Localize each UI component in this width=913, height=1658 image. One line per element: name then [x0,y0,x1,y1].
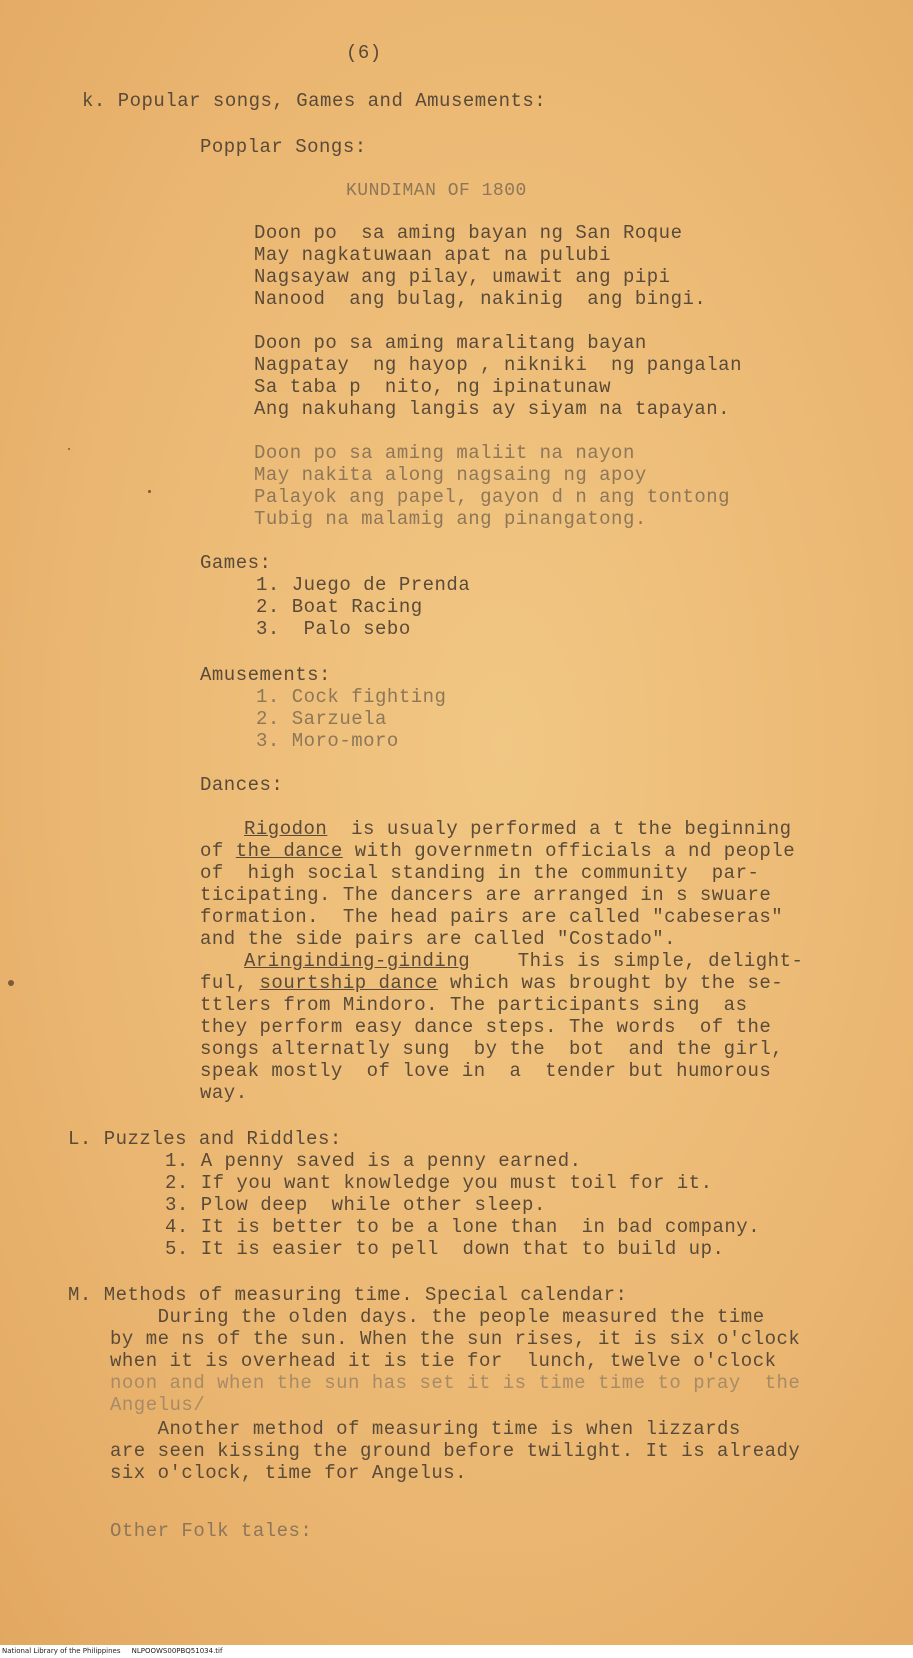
other-folk-tales-label: Other Folk tales: [110,1520,313,1542]
dances-text: ful, [200,972,260,994]
stanza-line: Nagsayaw ang pilay, umawit ang pipi [254,266,671,288]
stanza-line: Tubig na malamig ang pinangatong. [254,508,647,530]
section-m-line: noon and when the sun has set it is time time to pray the [110,1372,801,1394]
dances-line: and the side pairs are called "Costado". [200,928,677,950]
paper-speck [8,980,14,986]
stanza-line: Nagpatay ng hayop , nikniki ng pangalan [254,354,742,376]
stanza-line: Nanood ang bulag, nakinig ang bingi. [254,288,707,310]
amusements-item: 1. Cock fighting [256,686,447,708]
page-number: (6) [346,42,382,64]
section-m-line: Angelus/ [110,1394,206,1416]
stanza-line: May nagkatuwaan apat na pulubi [254,244,612,266]
stanza-line: Ang nakuhang langis ay siyam na tapayan. [254,398,731,420]
aringinding-word: Aringinding-ginding [244,950,471,972]
song-title: KUNDIMAN OF 1800 [346,181,527,201]
dances-line [244,818,792,840]
amusements-item: 2. Sarzuela [256,708,387,730]
games-item: 3. Palo sebo [256,618,411,640]
dances-text: This is simple, delight- [470,950,804,972]
dances-line: ttlers from Mindoro. The participants sing as [200,994,748,1016]
games-item: 1. Juego de Prenda [256,574,471,596]
section-l-heading: L. Puzzles and Riddles: [68,1128,342,1150]
stanza-line: Sa taba p nito, ng ipinatunaw [254,376,612,398]
riddle-item: 2. If you want knowledge you must toil for it. [165,1172,713,1194]
dances-line [200,840,795,862]
sourtship-word: sourtship dance [259,972,439,994]
section-m-line: six o'clock, time for Angelus. [110,1462,468,1484]
section-m-line: when it is overhead it is tie for lunch, twelve o'clock [110,1350,777,1372]
games-item: 2. Boat Racing [256,596,423,618]
rigodon-word: Rigodon [244,818,328,840]
section-m-line: Another method of measuring time is when lizzards [110,1418,741,1440]
paper-speck [148,490,151,493]
stanza-line: Doon po sa aming maralitang bayan [254,332,647,354]
games-label: Games: [200,552,272,574]
dances-line: songs alternatly sung by the bot and the girl, [200,1038,784,1060]
riddle-item: 5. It is easier to pell down that to build up. [165,1238,725,1260]
riddle-item: 3. Plow deep while other sleep. [165,1194,546,1216]
dances-line: way. [200,1082,248,1104]
dances-line: they perform easy dance steps. The words of the [200,1016,772,1038]
section-m-line: by me ns of the sun. When the sun rises, it is six o'clock [110,1328,801,1350]
paper-speck [68,448,70,450]
dances-text: with governmetn officials a nd people [342,840,796,862]
dances-line: of high social standing in the community par- [200,862,760,884]
dances-text: is usualy performed a t the beginning [327,818,792,840]
scan-footer: National Library of the Philippines NLPOOWS00PBQ51034.tif [0,1645,913,1658]
dances-label: Dances: [200,774,284,796]
dances-text: which was brought by the se- [438,972,784,994]
section-m-heading: M. Methods of measuring time. Special calendar: [68,1284,628,1306]
stanza-line: Doon po sa aming maliit na nayon [254,442,635,464]
dances-line [200,972,783,994]
stanza-line: Doon po sa aming bayan ng San Roque [254,222,683,244]
dances-line [244,950,803,972]
dances-line: speak mostly of love in a tender but humorous [200,1060,772,1082]
riddle-item: 1. A penny saved is a penny earned. [165,1150,582,1172]
amusements-item: 3. Moro-moro [256,730,399,752]
stanza-line: Palayok ang papel, gayon d n ang tontong [254,486,731,508]
dances-text: of [200,840,236,862]
section-k-heading: k. Popular songs, Games and Amusements: [82,90,547,112]
section-m-line: During the olden days. the people measured the time [110,1306,765,1328]
dances-line: formation. The head pairs are called "cabeseras" [200,906,784,928]
the-dance-word: the dance [235,840,343,862]
dances-line: ticipating. The dancers are arranged in s swuare [200,884,772,906]
stanza-line: May nakita along nagsaing ng apoy [254,464,647,486]
section-m-line: are seen kissing the ground before twilight. It is already [110,1440,801,1462]
popular-songs-label: Popplar Songs: [200,136,367,158]
riddle-item: 4. It is better to be a lone than in bad company. [165,1216,761,1238]
amusements-label: Amusements: [200,664,331,686]
